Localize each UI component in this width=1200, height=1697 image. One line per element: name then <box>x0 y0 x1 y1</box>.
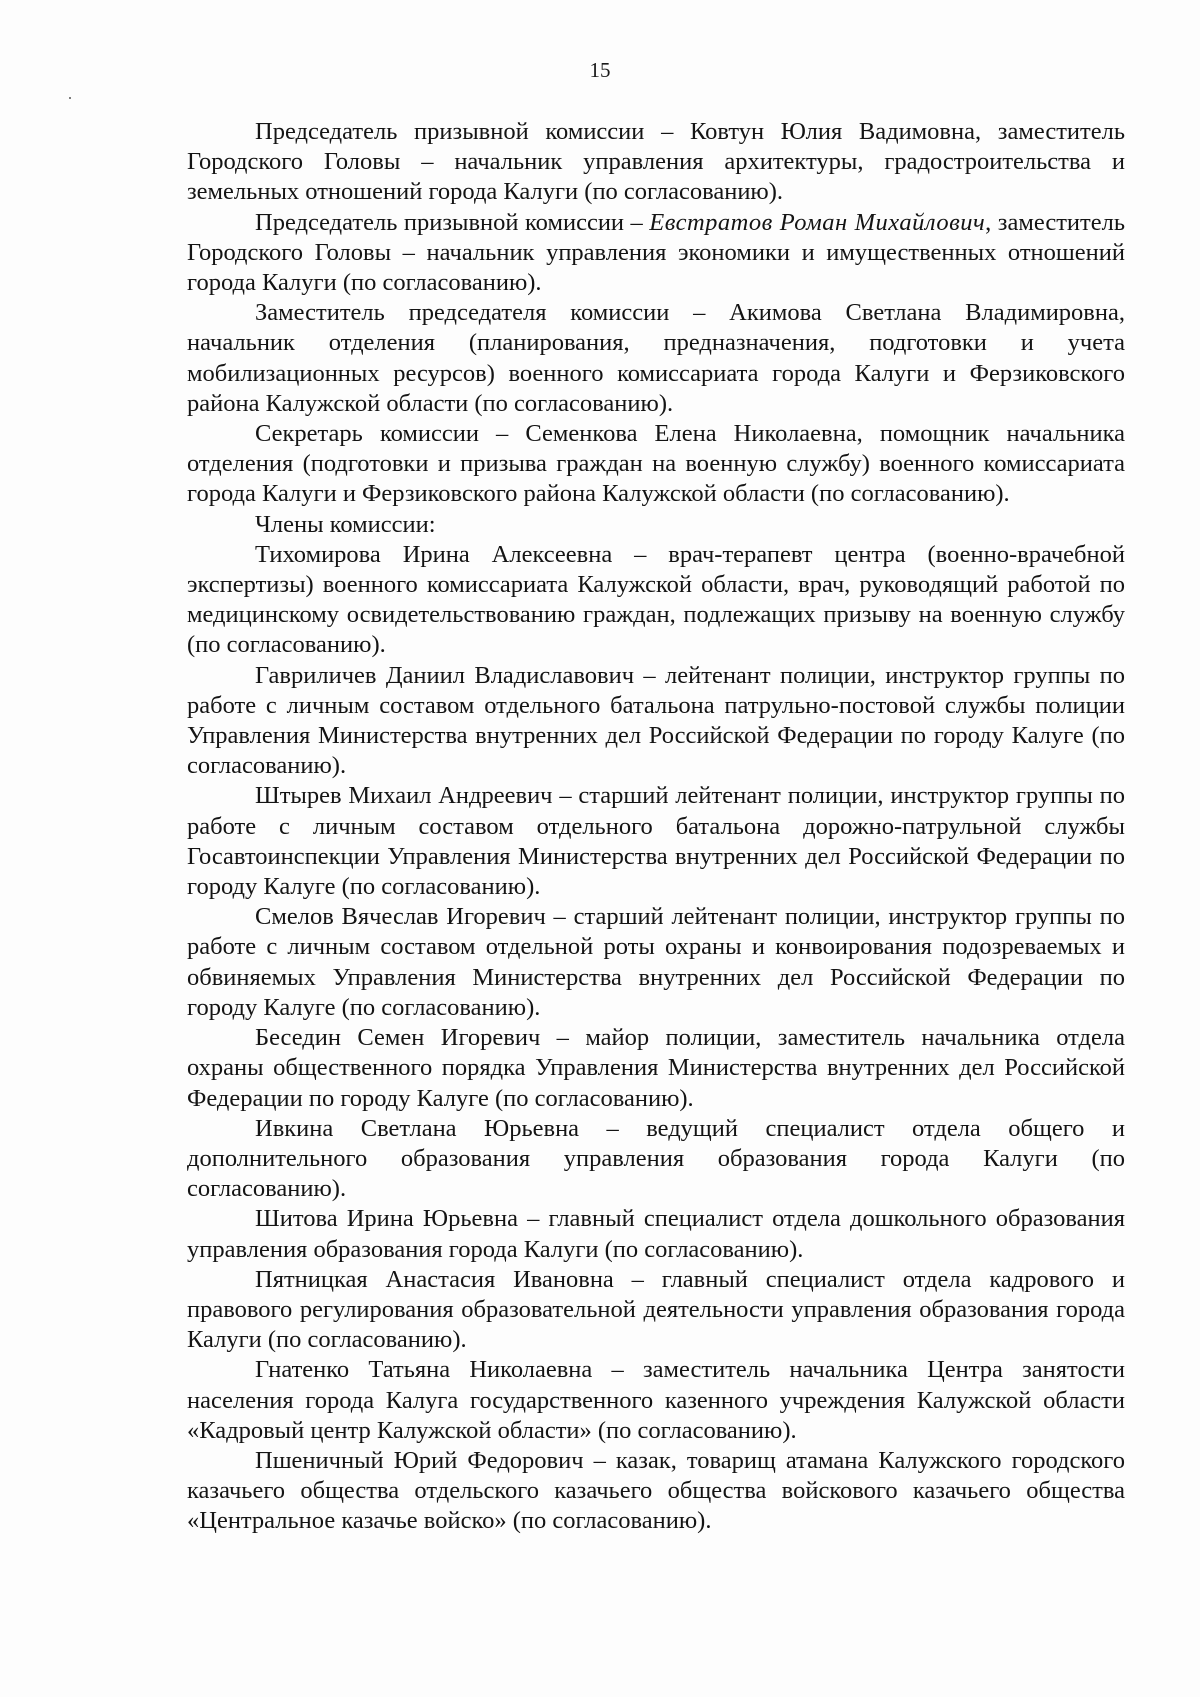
paragraph-member: Шитова Ирина Юрьевна – главный специалист отдела дошкольного образования управления образования города Калуги (по согласованию). <box>187 1205 1125 1263</box>
paragraph-deputy-chairman: Заместитель председателя комиссии – Акимова Светлана Владимировна, начальник отделения (планирования, предназначения, подготовки и учета мобилизационных ресурсов) военного комиссариата города Калуги и Ферзиковского района Калужской области (по согласованию). <box>187 299 1125 417</box>
paragraph-member: Гавриличев Даниил Владиславович – лейтенант полиции, инструктор группы по работе с личным составом отдельного батальона патрульно-постовой службы полиции Управления Министерства внутренних дел Российской Федерации по городу Калуге (по согласованию). <box>187 661 1125 780</box>
paragraph-member: Штырев Михаил Андреевич – старший лейтенант полиции, инструктор группы по работе с личным составом отдельного батальона дорожно-патрульной службы Госавтоинспекции Управления Министерства внутренних дел Российской Федерации по городу Калуге (по согласованию). <box>187 782 1125 901</box>
paragraph-member: Смелов Вячеслав Игоревич – старший лейтенант полиции, инструктор группы по работе с личным составом отдельной роты охраны и конвоирования подозреваемых и обвиняемых Управления Министерства внутренних дел Российской Федерации по городу Калуге (по согласованию). <box>187 903 1125 1021</box>
paragraph-member: Тихомирова Ирина Алексеевна – врач-терапевт центра (военно-врачебной экспертизы) военного комиссариата Калужской области, врач, руководящий работой по медицинскому освидетельствованию граждан, подлежащих призыву на военную службу (по согласованию). <box>187 540 1125 659</box>
paragraph-chairman-2 <box>187 208 1125 299</box>
paragraph-member: Гнатенко Татьяна Николаевна – заместитель начальника Центра занятости населения города Калуга государственного казенного учреждения Калужской области «Кадровый центр Калужской области» (по согласованию). <box>187 1356 1125 1444</box>
document-body <box>187 117 1125 1537</box>
paragraph-tail: , заместитель Городского Головы – начальник управления экономики и имущественных отношений города Калуги (по согласованию). <box>187 208 1126 297</box>
scan-speck <box>69 97 71 99</box>
paragraph-members-heading: Члены комиссии: <box>255 510 436 538</box>
paragraph-member: Пятницкая Анастасия Ивановна – главный специалист отдела кадрового и правового регулирования образовательной деятельности управления образования города Калуги (по согласованию). <box>187 1265 1125 1354</box>
paragraph-member: Беседин Семен Игоревич – майор полиции, заместитель начальника отдела охраны общественного порядка Управления Министерства внутренних дел Российской Федерации по городу Калуге (по согласованию). <box>187 1024 1125 1112</box>
paragraph-secretary: Секретарь комиссии – Семенкова Елена Николаевна, помощник начальника отделения (подготовки и призыва граждан на военную службу) военного комиссариата города Калуги и Ферзиковского района Калужской области (по согласованию). <box>187 420 1125 508</box>
paragraph-lead: Председатель призывной комиссии – <box>255 208 650 236</box>
paragraph-member: Пшеничный Юрий Федорович – казак, товарищ атамана Калужского городского казачьего общества отдельского казачьего общества войскового казачьего общества «Центральное казачье войско» (по согласованию). <box>187 1446 1125 1535</box>
paragraph-member: Ивкина Светлана Юрьевна – ведущий специалист отдела общего и дополнительного образования управления образования города Калуги (по согласованию). <box>187 1114 1125 1203</box>
page-number: 15 <box>589 58 611 82</box>
handwritten-name: Евстратов Роман Михайлович <box>649 208 986 236</box>
paragraph-chairman-1: Председатель призывной комиссии – Ковтун Юлия Вадимовна, заместитель Городского Головы – начальник управления архитектуры, градостроительства и земельных отношений города Калуги (по согласованию). <box>187 118 1125 206</box>
